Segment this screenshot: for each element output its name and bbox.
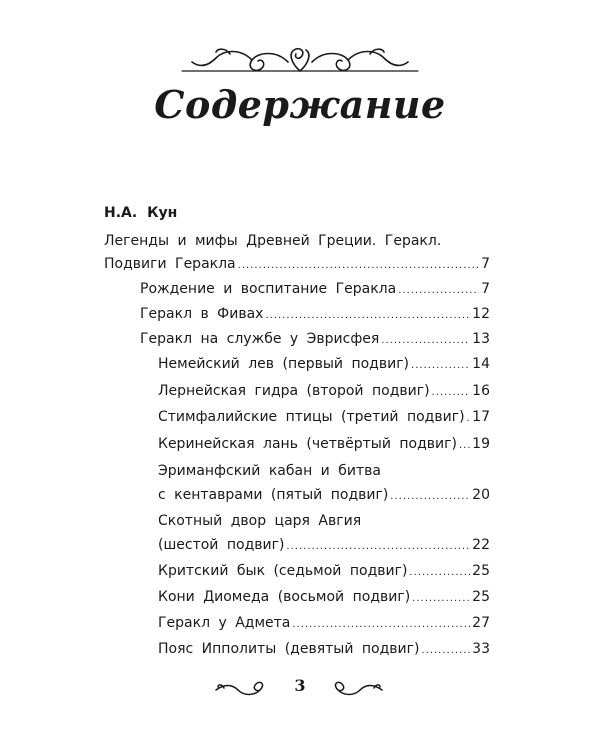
toc-entry-book[interactable] [104, 256, 490, 276]
toc-entry[interactable] [140, 331, 490, 351]
toc-page-number: 7 [481, 256, 490, 272]
toc-page-number: 13 [472, 331, 490, 347]
toc-entry-label: Немейский лев (первый подвиг) [158, 356, 410, 372]
toc-entry[interactable] [158, 409, 490, 429]
dot-leader [421, 645, 470, 656]
toc-author: Н.А. Кун [104, 205, 178, 221]
toc-entry-label: Стимфалийские птицы (третий подвиг) [158, 409, 465, 425]
toc-page-number: 16 [472, 383, 490, 399]
toc-entry-label: Подвиги Геракла [104, 256, 236, 272]
toc-entry[interactable] [158, 641, 490, 661]
toc-entry-label: Кони Диомеда (восьмой подвиг) [158, 589, 411, 605]
toc-entry[interactable] [158, 356, 490, 376]
toc-entry-label: (шестой подвиг) [158, 537, 285, 553]
toc-entry-label: Геракл в Фивах [140, 306, 264, 322]
dot-leader [409, 567, 470, 578]
page-title: Содержание [154, 82, 446, 127]
dot-leader [398, 285, 479, 296]
toc-entry-label: Керинейская лань (четвёртый подвиг) [158, 436, 457, 452]
toc-page-number: 7 [481, 281, 490, 297]
swirl-left-icon [214, 678, 270, 700]
swirl-right-icon [328, 678, 384, 700]
toc-entry[interactable] [158, 487, 490, 507]
toc-page-number: 33 [472, 641, 490, 657]
toc-entry-label: Геракл на службе у Эврисфея [140, 331, 380, 347]
toc-book-title-line1: Легенды и мифы Древней Греции. Геракл. [104, 233, 442, 249]
dot-leader [381, 335, 470, 346]
toc-entry-label-line1: Скотный двор царя Авгия [158, 513, 362, 529]
dot-leader [467, 413, 471, 424]
dot-leader [432, 387, 471, 398]
toc-entry-label: Критский бык (седьмой подвиг) [158, 563, 408, 579]
toc-entry[interactable] [140, 281, 490, 301]
toc-entry-label: Лернейская гидра (второй подвиг) [158, 383, 430, 399]
toc-page-number: 19 [472, 436, 490, 452]
toc-entry[interactable] [158, 615, 490, 635]
toc-entry[interactable] [158, 563, 490, 583]
toc-entry-label: Рождение и воспитание Геракла [140, 281, 397, 297]
dot-leader [265, 310, 470, 321]
page-number: 3 [294, 676, 306, 695]
toc-entry[interactable] [140, 306, 490, 326]
dot-leader [292, 619, 470, 630]
toc-entry[interactable] [158, 436, 490, 456]
toc-entry-label: Пояс Ипполиты (девятый подвиг) [158, 641, 420, 657]
toc-entry-label: Геракл у Адмета [158, 615, 291, 631]
toc-page-number: 27 [472, 615, 490, 631]
dot-leader [459, 440, 470, 451]
dot-leader [412, 593, 470, 604]
toc-entry[interactable] [158, 589, 490, 609]
toc-entry[interactable] [158, 383, 490, 403]
toc-page-number: 14 [472, 356, 490, 372]
dot-leader [390, 491, 470, 502]
dot-leader [238, 260, 479, 271]
toc-page-number: 20 [472, 487, 490, 503]
dot-leader [411, 360, 470, 371]
toc-page-number: 25 [472, 589, 490, 605]
toc-page-number: 25 [472, 563, 490, 579]
toc-entry-label-line1: Эриманфский кабан и битва [158, 463, 381, 479]
toc-page-number: 22 [472, 537, 490, 553]
toc-entry[interactable] [158, 537, 490, 557]
toc-entry-label: с кентаврами (пятый подвиг) [158, 487, 389, 503]
toc-page-number: 17 [472, 409, 490, 425]
dot-leader [286, 541, 470, 552]
toc-page-number: 12 [472, 306, 490, 322]
